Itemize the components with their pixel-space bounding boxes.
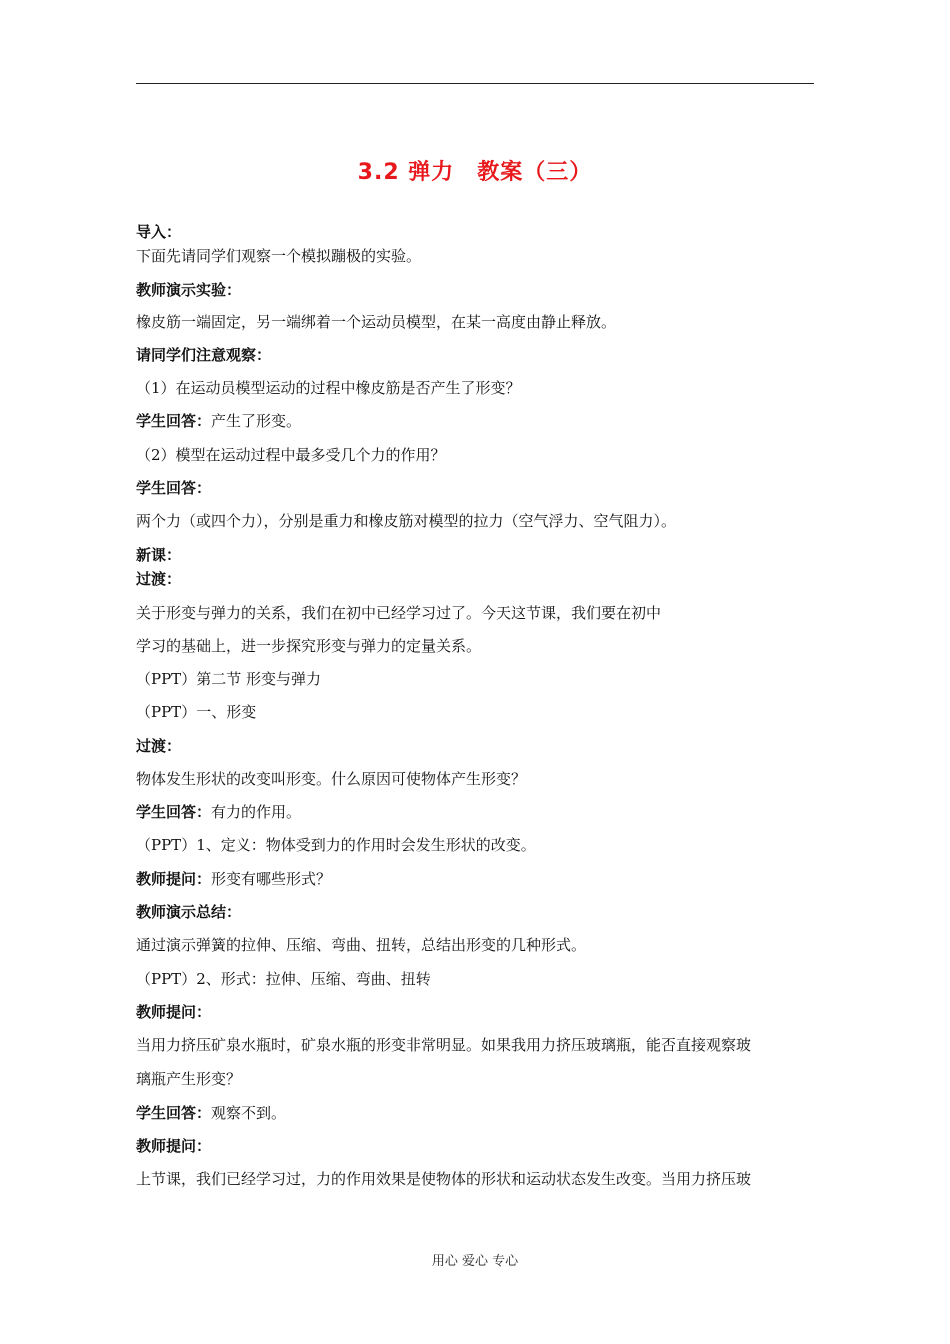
line-text: （2）模型在运动过程中最多受几个力的作用？ (136, 446, 446, 464)
line-text: 上节课，我们已经学习过，力的作用效果是使物体的形状和运动状态发生改变。当用力挤压玻 (136, 1170, 752, 1188)
section-label: 教师演示总结： (136, 903, 242, 921)
line-text: （PPT）2、形式：拉伸、压缩、弯曲、扭转 (136, 970, 431, 988)
text-line (136, 835, 536, 855)
text-line (136, 1069, 241, 1089)
text-line (136, 1169, 751, 1189)
text-line (136, 969, 431, 989)
line-text: 璃瓶产生形变？ (136, 1070, 242, 1088)
line-text: 通过演示弹簧的拉伸、压缩、弯曲、扭转，总结出形变的几种形式。 (136, 936, 587, 954)
section-label: 学生回答： (136, 1104, 212, 1122)
text-line (136, 935, 586, 955)
section-label: 过渡： (136, 570, 182, 588)
line-text: 物体发生形状的改变叫形变。什么原因可使物体产生形变？ (136, 770, 527, 788)
line-text: 关于形变与弹力的关系，我们在初中已经学习过了。今天这节课，我们要在初中 (136, 604, 662, 622)
text-line (136, 1136, 211, 1156)
line-text: 观察不到。 (211, 1104, 287, 1122)
text-line (136, 769, 526, 789)
text-line (136, 511, 676, 531)
section-label: 教师提问： (136, 870, 212, 888)
line-text: 下面先请同学们观察一个模拟蹦极的实验。 (136, 247, 422, 265)
page-title: 3.2 弹力 教案（三） (357, 160, 593, 185)
text-line (136, 603, 661, 623)
section-label: 导入： (136, 223, 182, 241)
text-line (136, 702, 256, 722)
header-rule (136, 83, 814, 84)
line-text: 学习的基础上，进一步探究形变与弹力的定量关系。 (136, 637, 482, 655)
section-label: 请同学们注意观察： (136, 346, 272, 364)
text-line (136, 802, 301, 822)
text-line (136, 411, 301, 431)
text-line (136, 902, 241, 922)
section-label: 教师演示实验： (136, 281, 242, 299)
text-line (136, 736, 181, 756)
section-label: 新课： (136, 546, 182, 564)
section-label: 教师提问： (136, 1003, 212, 1021)
section-label: 教师提问： (136, 1137, 212, 1155)
line-text: 有力的作用。 (211, 803, 302, 821)
text-line (136, 378, 521, 398)
section-label: 学生回答： (136, 412, 212, 430)
text-line (136, 445, 446, 465)
text-line (136, 345, 271, 365)
text-line (136, 312, 616, 332)
line-text: （PPT）1、定义：物体受到力的作用时会发生形状的改变。 (136, 836, 536, 854)
line-text: 产生了形变。 (211, 412, 302, 430)
text-line (136, 669, 321, 689)
line-text: （1）在运动员模型运动的过程中橡皮筋是否产生了形变？ (136, 379, 521, 397)
text-line (136, 246, 421, 266)
text-line (136, 222, 181, 242)
section-label: 学生回答： (136, 479, 212, 497)
text-line (136, 1002, 211, 1022)
line-text: 橡皮筋一端固定，另一端绑着一个运动员模型，在某一高度由静止释放。 (136, 313, 617, 331)
line-text: （PPT）一、形变 (136, 703, 257, 721)
line-text: 当用力挤压矿泉水瓶时，矿泉水瓶的形变非常明显。如果我用力挤压玻璃瓶，能否直接观察玻 (136, 1036, 752, 1054)
text-line (136, 1103, 286, 1123)
text-line (136, 545, 181, 565)
text-line (136, 636, 481, 656)
text-line (136, 569, 181, 589)
page-footer: 用心 爱心 专心 (431, 1254, 519, 1269)
line-text: （PPT）第二节 形变与弹力 (136, 670, 321, 688)
text-line (136, 280, 241, 300)
line-text: 两个力（或四个力），分别是重力和橡皮筋对模型的拉力（空气浮力、空气阻力）。 (136, 512, 677, 530)
text-line (136, 478, 211, 498)
line-text: 形变有哪些形式？ (211, 870, 332, 888)
text-line (136, 1035, 751, 1055)
text-line (136, 869, 331, 889)
section-label: 过渡： (136, 737, 182, 755)
section-label: 学生回答： (136, 803, 212, 821)
